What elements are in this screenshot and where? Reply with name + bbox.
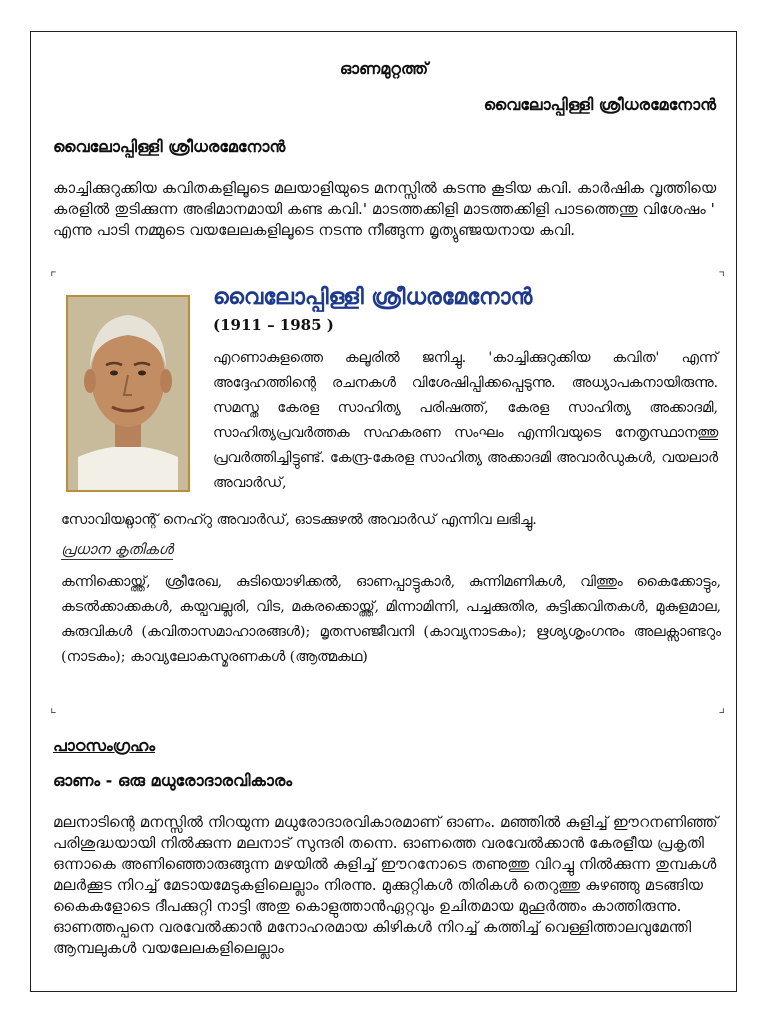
summary-section-label: പാഠസംഗ്രഹം: [53, 736, 156, 755]
card-corner-top-right: ⌝: [718, 270, 725, 286]
poet-years: (1911 – 1985 ): [213, 316, 334, 334]
poet-bio-side: എറണാകുളത്തെ കലൂരിൽ ജനിച്ചു. 'കാച്ചിക്കുറുക്കിയ കവിത' എന്ന് അദ്ദേഹത്തിന്റെ രചനകൾ വിശേഷിപ്പിക്കപ്പെടുന്നു. അധ്യാപകനായിരുന്നു. സമസ്ത കേരള സാഹിത്യ പരിഷത്ത്, കേരള സാഹിത്യ അക്കാദമി, സാഹിത്യപ്രവർത്തക സഹകരണ സംഘം എന്നിവയുടെ നേതൃസ്ഥാനത്തു പ്രവർത്തിച്ചിട്ടുണ്ട്. കേന്ദ്ര-കേരള സാഹിത്യ അക്കാദമി അവാർഡുകൾ, വയലാർ അവാർഡ്,: [213, 350, 718, 491]
works-heading: പ്രധാന കൃതികൾ: [61, 542, 174, 558]
poet-bio-full: സോവിയറ്റ്ലാന്റ് നെഹ്റു അവാർഡ്, ഓടക്കുഴൽ അവാർഡ് എന്നിവ ലഭിച്ചു.: [61, 512, 537, 528]
card-corner-bottom-right: ⌟: [718, 700, 725, 716]
poet-portrait-icon: [68, 297, 188, 490]
author-byline: വൈലോപ്പിള്ളി ശ്രീധരമേനോൻ: [483, 95, 716, 114]
poet-profile-card: [50, 270, 725, 716]
intro-heading: വൈലോപ്പിള്ളി ശ്രീധരമേനോൻ: [53, 137, 286, 156]
poet-name: വൈലോപ്പിള്ളി ശ്രീധരമേനോൻ: [213, 284, 533, 310]
page-title: ഓണമുറ്റത്ത്: [339, 59, 429, 78]
card-corner-bottom-left: ⌞: [50, 700, 57, 716]
summary-paragraph: മലനാടിന്റെ മനസ്സിൽ നിറയുന്ന മധുരോദാരവികാരമാണ് ഓണം. മഞ്ഞിൽ കുളിച്ച് ഈറനണിഞ്ഞ് പരിശുദ്ധയായി നിൽക്കുന്ന മലനാട് സുന്ദരി തന്നെ. ഓണത്തെ വരവേൽക്കാൻ കേരളീയ പ്രകൃതി ഒന്നാകെ അണിഞ്ഞൊരുങ്ങുന്ന മഴയിൽ കുളിച്ച് ഈറനോടെ തണുത്തു വിറച്ചു നിൽക്കുന്ന തുമ്പകൾ മലർക്കൂട നിറച്ച് മേടായമേടുകളിലെല്ലാം നിരന്നു. മുക്കുറ്റികൾ തിരികൾ തെറുത്തു കുഴഞ്ഞു മടങ്ങിയ കൈകളോടെ ദീപക്കുറ്റി നാട്ടി അതു കൊളുത്താൻഏറ്റവും ഉചിതമായ മുഹൂർത്തം കാത്തിരുന്നു. ഓണത്തപ്പനെ വരവേൽക്കാൻ മനോഹരമായ കിഴികൾ നിറച്ച് കത്തിച്ച് വെള്ളിത്താലവുമേന്തി ആമ്പലുകൾ വയലേലകളിലെല്ലാം: [53, 813, 719, 957]
works-list: കന്നിക്കൊയ്ത്ത്, ശ്രീരേഖ, കുടിയൊഴിക്കൽ, ഓണപ്പാട്ടുകാർ, കുന്നിമണികൾ, വിത്തും കൈക്കോട്ടും, കടൽക്കാക്കകൾ, കയ്പവല്ലരി, വിട, മകരക്കൊയ്ത്ത്, മിന്നാമിന്നി, പച്ചക്കുതിര, കുട്ടിക്കവിതകൾ, മുകുളമാല, കുരുവികൾ (കവിതാസമാഹാരങ്ങൾ); മൃതസഞ്ജീവനി (കാവ്യനാടകം); ഋശ്യശൃംഗനും അലക്സാണ്ടറും (നാടകം); കാവ്യലോകസ്മരണകൾ (ആത്മകഥ): [61, 574, 721, 665]
summary-heading: ഓണം - ഒരു മധുരോദാരവികാരം: [53, 771, 293, 790]
card-corner-top-left: ⌜: [50, 270, 57, 286]
intro-paragraph: കാച്ചിക്കുറുക്കിയ കവിതകളിലൂടെ മലയാളിയുടെ മനസ്സിൽ കടന്നു കൂടിയ കവി. കാർഷിക വൃത്തിയെ കരളിൽ തുടിക്കുന്ന അഭിമാനമായി കണ്ട കവി.' മാടത്തക്കിളി മാടത്തക്കിളി പാടത്തെന്തു വിശേഷം ' എന്നു പാടി നമ്മുടെ വയലേലകളിലൂടെ നടന്നു നീങ്ങുന്ന മൃത്യുഞ്ജയനായ കവി.: [53, 179, 717, 239]
poet-portrait: [66, 295, 190, 492]
